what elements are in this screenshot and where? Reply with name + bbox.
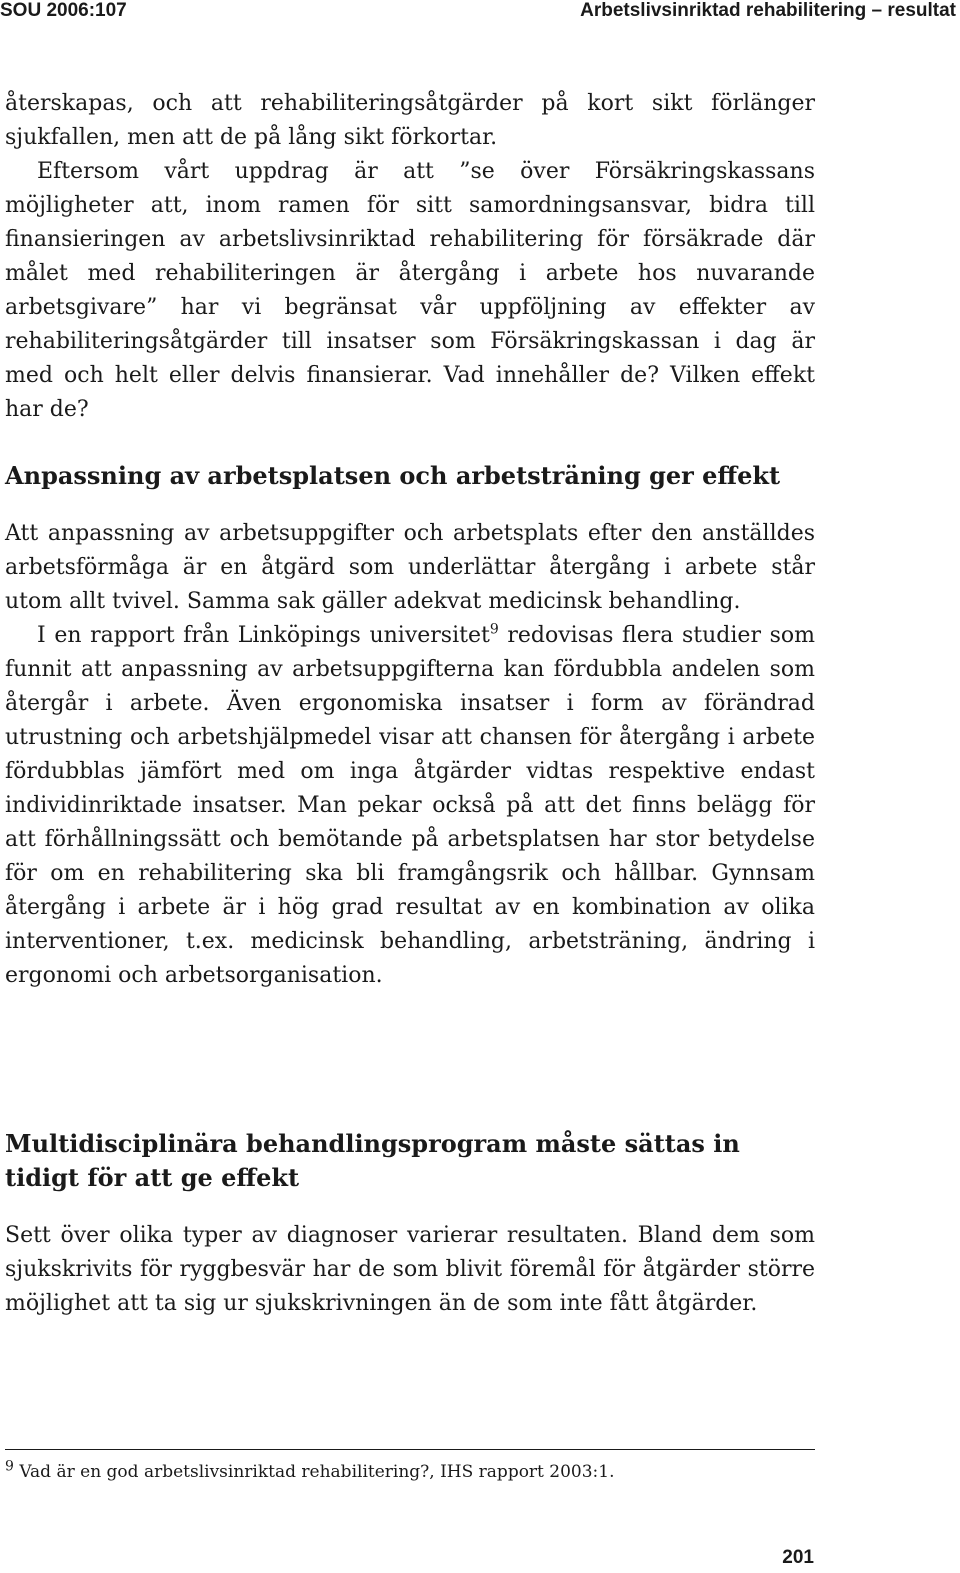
section-1-paragraph-2	[5, 619, 815, 993]
section-heading: Anpassning av arbetsplatsen och arbetsträning ger effekt	[5, 461, 781, 490]
intro-paragraph-2: Eftersom vårt uppdrag är att ”se över Försäkringskassans möjligheter att, inom ramen för sitt samordningsansvar, bidra till finansieringen av arbetslivsinriktad rehabilitering för försäkrade där målet med rehabiliteringen är återgång i arbete hos nuvarande arbetsgivare” har vi begränsat vår uppföljning av effekter av rehabiliteringsåtgärder till insatser som Försäkringskassan i dag är med och helt eller delvis finansierar. Vad innehåller de? Vilken effekt har de?	[5, 159, 815, 422]
intro-paragraph-1: återskapas, och att rehabiliteringsåtgärder på kort sikt förlänger sjukfallen, men att de på lång sikt förkortar.	[5, 91, 815, 150]
footnote-reference: 9	[489, 621, 499, 638]
report-id: SOU 2006:107	[0, 0, 127, 21]
chapter-title: Arbetslivsinriktad rehabilitering – resultat	[580, 0, 956, 21]
footnote-number: 9	[5, 1458, 14, 1475]
section-heading: Multidisciplinära behandlingsprogram måste sättas in tidigt för att ge effekt	[5, 1129, 740, 1192]
section-2-paragraph-1: Sett över olika typer av diagnoser varierar resultaten. Bland dem som sjukskrivits för ryggbesvär har de som blivit föremål för åtgärder större möjlighet att ta sig ur sjukskrivningen än de som inte fått åtgärder.	[5, 1223, 815, 1316]
running-header	[0, 0, 960, 22]
footnote-text: Vad är en god arbetslivsinriktad rehabilitering?, IHS rapport 2003:1.	[13, 1462, 615, 1482]
paragraph-text: redovisas flera studier som funnit att anpassning av arbetsuppgifterna kan fördubbla andelen som återgår i arbete. Även ergonomiska insatser i form av förändrad utrustning och arbetshjälpmedel visar att chansen för återgång i arbete fördubblas jämfört med om inga åtgärder vidtas respektive endast individinriktade insatser. Man pekar också på att det finns belägg för att förhållningssätt och bemötande på arbetsplatsen har stor betydelse för om en rehabilitering ska bli framgångsrik och hållbar. Gynnsam återgång i arbete är i hög grad resultat av en kombination av olika interventioner, t.ex. medicinsk behandling, arbetsträning, ändring i ergonomi och arbetsorganisation.	[5, 623, 815, 988]
paragraph-text: I en rapport från Linköpings universitet	[37, 623, 490, 648]
section-1-paragraph-1: Att anpassning av arbetsuppgifter och arbetsplats efter den anställdes arbetsförmåga är en åtgärd som underlättar återgång i arbete står utom allt tvivel. Samma sak gäller adekvat medicinsk behandling.	[5, 521, 815, 614]
section-2	[5, 1127, 815, 1321]
footnote	[5, 1460, 615, 1484]
footnote-divider	[5, 1449, 815, 1450]
intro-block	[5, 87, 815, 427]
page-number: 201	[782, 1547, 814, 1568]
section-1	[5, 459, 815, 993]
